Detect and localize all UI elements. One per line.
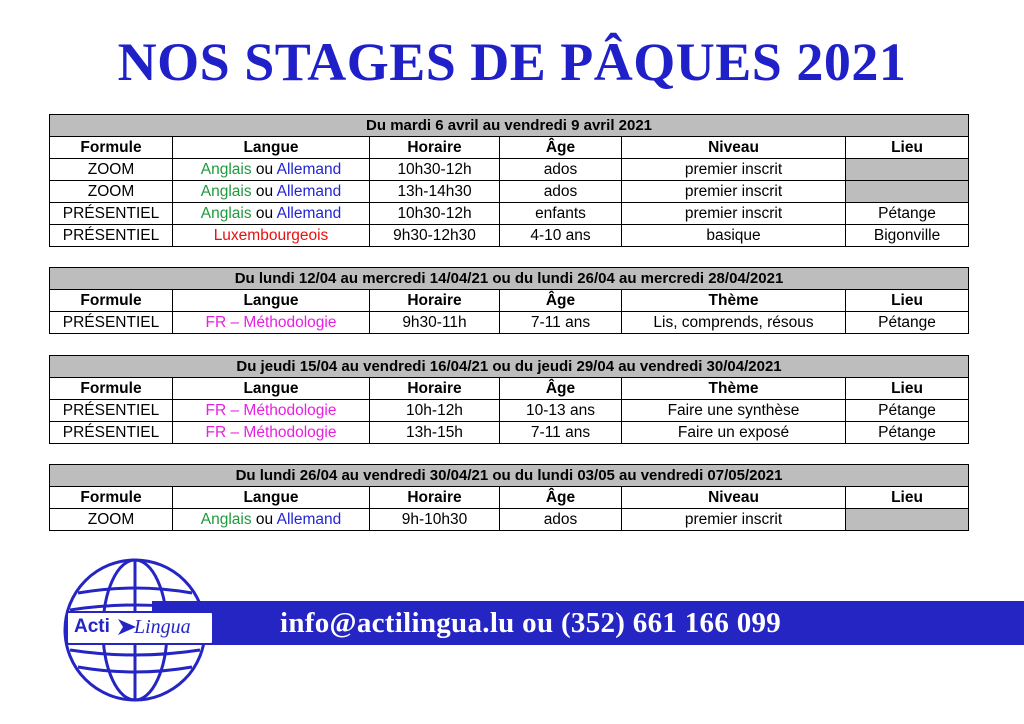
cell-age: 7-11 ans <box>500 422 622 444</box>
col-header-theme: Thème <box>622 290 846 312</box>
col-header-age: Âge <box>500 137 622 159</box>
lang-allemand: Allemand <box>276 182 342 200</box>
cell-theme: Lis, comprends, résous <box>622 312 846 334</box>
period-header: Du lundi 12/04 au mercredi 14/04/21 ou du lundi 26/04 au mercredi 28/04/2021 <box>50 268 969 290</box>
cell-langue <box>173 203 370 225</box>
cell-horaire: 13h-15h <box>370 422 500 444</box>
cell-niveau: premier inscrit <box>622 159 846 181</box>
cell-niveau: premier inscrit <box>622 203 846 225</box>
lang-connector: ou <box>255 160 274 178</box>
cell-horaire: 9h-10h30 <box>370 509 500 531</box>
col-header-theme: Thème <box>622 378 846 400</box>
table-row <box>50 181 969 203</box>
cell-formule: PRÉSENTIEL <box>50 203 173 225</box>
logo <box>66 611 214 645</box>
schedule-table-3 <box>49 355 969 444</box>
table-row <box>50 509 969 531</box>
lang-connector: ou <box>255 182 274 200</box>
lang-allemand: Allemand <box>276 510 342 528</box>
cell-langue: FR – Méthodologie <box>173 400 370 422</box>
lang-anglais: Anglais <box>200 510 252 528</box>
lang-anglais: Anglais <box>200 160 252 178</box>
col-header-formule: Formule <box>50 487 173 509</box>
col-header-age: Âge <box>500 290 622 312</box>
cell-lieu <box>846 159 969 181</box>
col-header-langue: Langue <box>173 487 370 509</box>
cell-lieu: Pétange <box>846 312 969 334</box>
cell-formule: ZOOM <box>50 159 173 181</box>
cell-age: 10-13 ans <box>500 400 622 422</box>
lang-allemand: Allemand <box>276 160 342 178</box>
lang-connector: ou <box>255 204 274 222</box>
cell-formule: ZOOM <box>50 509 173 531</box>
col-header-langue: Langue <box>173 378 370 400</box>
cell-horaire: 10h-12h <box>370 400 500 422</box>
cell-lieu <box>846 509 969 531</box>
cell-niveau: basique <box>622 225 846 247</box>
cell-age: 7-11 ans <box>500 312 622 334</box>
schedule-table-1 <box>49 114 969 247</box>
cell-horaire: 13h-14h30 <box>370 181 500 203</box>
cell-formule: PRÉSENTIEL <box>50 312 173 334</box>
cell-theme: Faire un exposé <box>622 422 846 444</box>
col-header-langue: Langue <box>173 290 370 312</box>
cell-horaire: 9h30-12h30 <box>370 225 500 247</box>
cell-theme: Faire une synthèse <box>622 400 846 422</box>
cell-langue: Luxembourgeois <box>173 225 370 247</box>
lang-anglais: Anglais <box>200 204 252 222</box>
cell-formule: ZOOM <box>50 181 173 203</box>
contact-info: info@actilingua.lu ou (352) 661 166 099 <box>280 607 782 639</box>
logo-part-acti: Acti <box>74 616 110 637</box>
table-row <box>50 225 969 247</box>
cell-formule: PRÉSENTIEL <box>50 422 173 444</box>
cell-lieu <box>846 181 969 203</box>
col-header-lieu: Lieu <box>846 137 969 159</box>
cell-horaire: 9h30-11h <box>370 312 500 334</box>
schedule-table-4 <box>49 464 969 531</box>
table-row <box>50 422 969 444</box>
cell-langue: FR – Méthodologie <box>173 312 370 334</box>
cell-formule: PRÉSENTIEL <box>50 225 173 247</box>
col-header-horaire: Horaire <box>370 487 500 509</box>
table-row <box>50 203 969 225</box>
cell-age: 4-10 ans <box>500 225 622 247</box>
col-header-niveau: Niveau <box>622 487 846 509</box>
col-header-horaire: Horaire <box>370 290 500 312</box>
col-header-horaire: Horaire <box>370 378 500 400</box>
lang-anglais: Anglais <box>200 182 252 200</box>
cell-age: ados <box>500 159 622 181</box>
col-header-formule: Formule <box>50 378 173 400</box>
cell-langue <box>173 509 370 531</box>
col-header-age: Âge <box>500 378 622 400</box>
col-header-lieu: Lieu <box>846 487 969 509</box>
cell-niveau: premier inscrit <box>622 509 846 531</box>
cell-horaire: 10h30-12h <box>370 159 500 181</box>
cell-age: ados <box>500 509 622 531</box>
cell-age: ados <box>500 181 622 203</box>
cell-langue: FR – Méthodologie <box>173 422 370 444</box>
col-header-lieu: Lieu <box>846 378 969 400</box>
col-header-formule: Formule <box>50 137 173 159</box>
period-header: Du lundi 26/04 au vendredi 30/04/21 ou du lundi 03/05 au vendredi 07/05/2021 <box>50 465 969 487</box>
page-title: NOS STAGES DE PÂQUES 2021 <box>117 32 907 92</box>
col-header-lieu: Lieu <box>846 290 969 312</box>
schedule-table-2 <box>49 267 969 334</box>
table-row <box>50 159 969 181</box>
col-header-langue: Langue <box>173 137 370 159</box>
cell-langue <box>173 159 370 181</box>
cell-horaire: 10h30-12h <box>370 203 500 225</box>
cell-langue <box>173 181 370 203</box>
period-header: Du jeudi 15/04 au vendredi 16/04/21 ou du jeudi 29/04 au vendredi 30/04/2021 <box>50 356 969 378</box>
table-row <box>50 312 969 334</box>
col-header-niveau: Niveau <box>622 137 846 159</box>
col-header-age: Âge <box>500 487 622 509</box>
cell-formule: PRÉSENTIEL <box>50 400 173 422</box>
cell-lieu: Bigonville <box>846 225 969 247</box>
cell-age: enfants <box>500 203 622 225</box>
period-header: Du mardi 6 avril au vendredi 9 avril 2021 <box>50 115 969 137</box>
cell-lieu: Pétange <box>846 422 969 444</box>
cell-niveau: premier inscrit <box>622 181 846 203</box>
cell-lieu: Pétange <box>846 400 969 422</box>
lang-allemand: Allemand <box>276 204 342 222</box>
col-header-horaire: Horaire <box>370 137 500 159</box>
cell-lieu: Pétange <box>846 203 969 225</box>
col-header-formule: Formule <box>50 290 173 312</box>
logo-part-lingua: Lingua <box>134 616 191 638</box>
lang-connector: ou <box>255 510 274 528</box>
table-row <box>50 400 969 422</box>
